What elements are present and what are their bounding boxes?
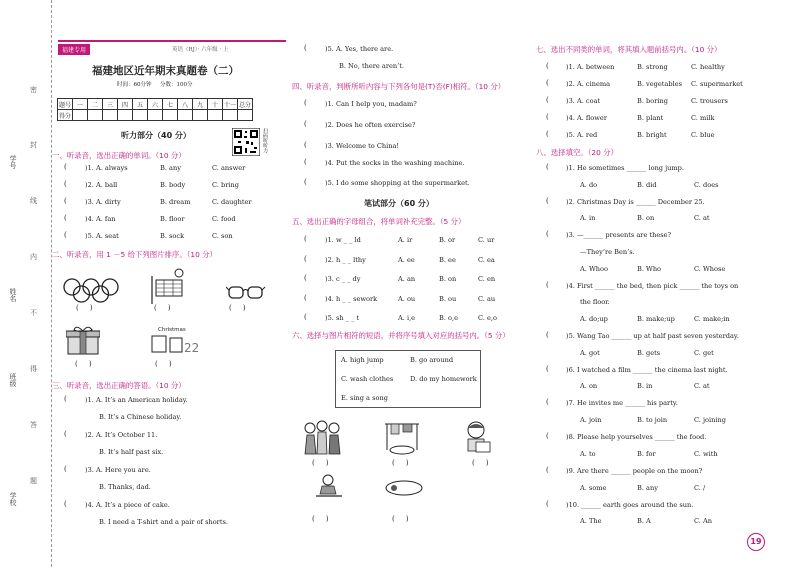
option-b: B. o,e [439, 314, 459, 322]
answer-bracket[interactable]: ( [64, 180, 67, 188]
score-cell[interactable] [208, 110, 223, 121]
seal-char: 内 [30, 253, 37, 261]
section-2-title: 二、听录音，用 1 －5 给下列图片排序。（10 分） [52, 250, 217, 259]
option-a: A. got [580, 349, 600, 357]
option-b: B. or [439, 236, 456, 244]
list-item: )1. A. between [566, 63, 615, 71]
score-row-label: 得分 [58, 110, 73, 121]
answer-bracket[interactable]: ( ) [229, 304, 246, 312]
option-b: B. plant [637, 114, 664, 122]
answer-bracket[interactable]: ( [546, 130, 549, 138]
list-item: )5. A. seat [85, 232, 119, 240]
side-label-student-id: 学号 [9, 155, 17, 169]
answer-bracket[interactable]: ( [546, 466, 549, 474]
side-label-school: 学校 [9, 492, 17, 506]
answer-bracket[interactable]: ( ) [154, 304, 171, 312]
option-b: B. any [637, 484, 658, 492]
christmas-label: Christmas [158, 327, 186, 333]
answer-bracket[interactable]: ( ) [76, 304, 93, 312]
answer-bracket[interactable]: ( [304, 274, 307, 282]
score-header-cell: 七 [163, 99, 178, 110]
answer-bracket[interactable]: ( ) [75, 360, 92, 368]
option-a: A. join [580, 416, 602, 424]
list-item: )7. He invites me ______ his party. [566, 399, 678, 407]
option-c: C. at [694, 214, 710, 222]
score-header-cell: 六 [148, 99, 163, 110]
answer-bracket[interactable]: ( [546, 365, 549, 373]
list-item: )1. Can I help you, madam? [325, 100, 417, 108]
option-b: B. sock [160, 232, 185, 240]
answer-bracket[interactable]: ( [304, 294, 307, 302]
answer-bracket[interactable]: ( ) [392, 515, 409, 523]
answer-bracket[interactable]: ( [304, 120, 307, 128]
answer-bracket[interactable]: ( [304, 178, 307, 186]
option-c: C. at [694, 382, 710, 390]
score-header-cell: 四 [118, 99, 133, 110]
answer-bracket[interactable]: ( [64, 430, 67, 438]
option-c: C. Whose [694, 265, 726, 273]
answer-bracket[interactable]: ( [64, 163, 67, 171]
listening-header: 听力部分（40 分） [121, 131, 191, 140]
seal-char: 答 [30, 421, 37, 429]
list-item: )1. A. always [85, 164, 128, 172]
option-b: B. bright [637, 131, 667, 139]
edition-tag: 福建专用 [58, 44, 90, 55]
list-item: )2. A. cinema [566, 80, 611, 88]
list-item: B. Thanks, dad. [99, 483, 151, 491]
page-number: 19 [747, 533, 765, 551]
option-b: B. on [637, 214, 655, 222]
section-3-title: 三、听录音，选出正确的答语。（10 分） [52, 381, 186, 390]
option-c: C. get [694, 349, 714, 357]
list-item: )4. A. fan [85, 215, 116, 223]
score-cell[interactable] [238, 110, 253, 121]
list-item: )4. h _ _ sework [325, 295, 378, 303]
answer-bracket[interactable]: ( [546, 113, 549, 121]
date-card-picture [150, 334, 200, 356]
answer-bracket[interactable]: ( [304, 44, 307, 52]
option-b: B. body [160, 181, 186, 189]
option-c: C. / [694, 484, 706, 492]
answer-bracket[interactable]: ( [304, 235, 307, 243]
list-item: B. It’s half past six. [99, 448, 164, 456]
score-cell[interactable] [178, 110, 193, 121]
score-cell[interactable] [193, 110, 208, 121]
score-cell[interactable] [103, 110, 118, 121]
option-b: B. dream [160, 198, 191, 206]
option-b: B. make;up [637, 315, 675, 323]
option-b: B. to join [637, 416, 668, 424]
list-item: )4. A. flower [566, 114, 607, 122]
list-item: )2. Does he often exercise? [325, 121, 416, 129]
answer-bracket[interactable]: ( [546, 281, 549, 289]
section-5-title: 五、选出正确的字母组合，将单词补充完整。（5 分） [292, 217, 466, 226]
option-b: B. floor [160, 215, 185, 223]
header-rule [58, 40, 286, 42]
option-c: C. ea [478, 256, 495, 264]
list-item: )5. Wang Tao ______ up at half past seven yesterday. [566, 332, 739, 340]
option-c: C. trousers [691, 97, 728, 105]
answer-bracket[interactable]: ( [304, 255, 307, 263]
option-b: B. in [637, 382, 653, 390]
option-b: B. on [439, 275, 457, 283]
option-a: A. an [398, 275, 416, 283]
option-c: C. make;in [694, 315, 730, 323]
answer-bracket[interactable]: ( ) [392, 459, 409, 467]
score-header-cell: 五 [133, 99, 148, 110]
option-b: B. boring [637, 97, 668, 105]
svg-text:22: 22 [184, 341, 200, 355]
phrase-option: C. wash clothes [341, 375, 394, 383]
option-a: A. i,e [398, 314, 416, 322]
score-header-cell: 一 [73, 99, 88, 110]
score-header-cell: 二 [88, 99, 103, 110]
option-c: C. blue [691, 131, 715, 139]
phrase-option: A. high jump [341, 356, 384, 364]
binding-margin [0, 0, 52, 567]
basketball-hoop-picture [146, 266, 186, 306]
answer-bracket[interactable]: ( [546, 96, 549, 104]
option-b: B. Who [637, 265, 662, 273]
list-item: )1. He sometimes ______ long jump. [566, 164, 684, 172]
list-item: )3. A. coat [566, 97, 601, 105]
option-a: A. in [580, 214, 596, 222]
list-item: )1. A. It’s an American holiday. [85, 396, 188, 404]
list-item: )1. w _ _ ld [325, 236, 361, 244]
answer-bracket[interactable]: ( [546, 62, 549, 70]
answer-bracket[interactable]: ( [64, 395, 67, 403]
list-item: )2. Christmas Day is ______ December 25. [566, 198, 705, 206]
score-cell[interactable] [133, 110, 148, 121]
list-item: )4. First ______ the bed, then pick ______ the toys on [566, 282, 739, 290]
list-item: )2. h _ _ lthy [325, 256, 366, 264]
child-reading-picture [462, 420, 496, 456]
option-b: B. ee [439, 256, 456, 264]
answer-bracket[interactable]: ( [304, 158, 307, 166]
side-label-name: 姓名 [9, 288, 17, 302]
exam-score: 分数：100分 [160, 82, 193, 88]
option-c: C. au [478, 295, 496, 303]
score-header-cell: 九 [193, 99, 208, 110]
answer-bracket[interactable]: ( ) [312, 459, 329, 467]
score-cell[interactable] [163, 110, 178, 121]
list-item: )8. Please help yourselves ______ the food. [566, 433, 707, 441]
option-c: C. joining [694, 416, 726, 424]
option-c: C. food [212, 215, 236, 223]
list-item: )10. ______ earth goes around the sun. [566, 501, 694, 509]
list-item: )5. sh _ _ t [325, 314, 360, 322]
exam-time: 时间：60分钟 [117, 82, 152, 88]
list-item: )4. Put the socks in the washing machine. [325, 159, 465, 167]
answer-bracket[interactable]: ( ) [472, 459, 489, 467]
score-header-cell: 十 [208, 99, 223, 110]
option-c: C. milk [691, 114, 715, 122]
list-item: )3. c _ _ dy [325, 275, 361, 283]
option-c: C. son [212, 232, 233, 240]
seal-char: 得 [30, 365, 37, 373]
answer-bracket[interactable]: ( [546, 398, 549, 406]
phrase-option: B. go around [410, 356, 454, 364]
seal-char: 不 [30, 309, 37, 317]
option-b: B. gets [637, 349, 661, 357]
qr-label: 扫码听听力 [262, 128, 268, 153]
option-a: A. to [580, 450, 596, 458]
score-header-cell: 十一 [223, 99, 238, 110]
list-item: B. No, there aren’t. [339, 62, 404, 70]
option-c: C. bring [212, 181, 239, 189]
list-item: )2. A. It’s October 11. [85, 431, 158, 439]
score-cell[interactable] [223, 110, 238, 121]
list-item: )2. A. ball [85, 181, 118, 189]
list-item: )5. I do some shopping at the supermarket. [325, 179, 470, 187]
score-cell[interactable] [88, 110, 103, 121]
score-header-cell: 八 [178, 99, 193, 110]
answer-bracket[interactable]: ( [304, 99, 307, 107]
list-item: )3. Welcome to China! [325, 142, 400, 150]
option-a: A. on [580, 382, 598, 390]
subject-line: 英语（RJ）· 六年级 · 上 [172, 47, 229, 53]
answer-bracket[interactable]: ( [546, 197, 549, 205]
option-a: A. do;up [580, 315, 608, 323]
answer-bracket[interactable]: ( [546, 230, 549, 238]
list-item: the floor. [580, 298, 610, 306]
option-b: B. A [637, 517, 651, 525]
seal-char: 题 [30, 477, 37, 485]
list-item: )3. A. dirty [85, 198, 121, 206]
answer-bracket[interactable]: ( [546, 331, 549, 339]
page-title: 福建地区近年期末真题卷（二） [92, 65, 239, 77]
list-item: )5. A. Yes, there are. [325, 45, 394, 53]
section-4-title: 四、听录音，判断所听内容与下列各句是(T)否(F)相符。（10 分） [292, 82, 506, 91]
option-b: B. any [160, 164, 181, 172]
option-c: C. with [694, 450, 718, 458]
washing-clothes-picture [383, 420, 421, 456]
answer-bracket[interactable]: ( [546, 500, 549, 508]
answer-bracket[interactable]: ( [546, 432, 549, 440]
score-cell[interactable] [73, 110, 88, 121]
option-a: A. ou [398, 295, 416, 303]
people-singing-picture [302, 420, 342, 456]
olympic-rings-picture [62, 277, 120, 303]
score-header-cell: 题号 [58, 99, 73, 110]
answer-bracket[interactable]: ( [64, 214, 67, 222]
seal-char: 封 [30, 141, 37, 149]
answer-bracket[interactable]: ( ) [155, 360, 172, 368]
glasses-picture [226, 282, 266, 302]
written-header: 笔试部分（60 分） [364, 199, 434, 208]
child-homework-picture [316, 474, 342, 500]
option-c: C. supermarket [691, 80, 743, 88]
list-item: B. I need a T-shirt and a pair of shorts. [99, 518, 228, 526]
option-b: B. ou [439, 295, 457, 303]
option-b: B. strong [637, 63, 668, 71]
qr-code-icon[interactable] [232, 128, 260, 156]
section-8-title: 八、选择填空。（20 分） [536, 148, 618, 157]
option-a: A. The [580, 517, 602, 525]
answer-bracket[interactable]: ( [64, 465, 67, 473]
section-6-title: 六、选择与图片相符的短语，并将序号填入对应的括号内。（5 分） [292, 331, 510, 340]
option-b: B. did [637, 181, 657, 189]
answer-bracket[interactable]: ( [64, 197, 67, 205]
list-item: )9. Are there ______ people on the moon? [566, 467, 703, 475]
phrase-option: E. sing a song [341, 394, 388, 402]
list-item: )5. A. red [566, 131, 598, 139]
section-1-title: 一、听录音，选出正确的单词。（10 分） [52, 151, 186, 160]
answer-bracket[interactable]: ( [546, 163, 549, 171]
answer-bracket[interactable]: ( [64, 500, 67, 508]
list-item: )6. I watched a film ______ the cinema last night. [566, 366, 728, 374]
score-cell[interactable] [118, 110, 133, 121]
gift-box-picture [66, 326, 100, 356]
answer-bracket[interactable]: ( [304, 313, 307, 321]
answer-bracket[interactable]: ( [64, 231, 67, 239]
answer-bracket[interactable]: ( ) [312, 515, 329, 523]
option-b: B. for [637, 450, 656, 458]
option-c: C. does [694, 181, 719, 189]
option-a: A. do [580, 181, 598, 189]
score-table [57, 98, 253, 121]
option-a: A. some [580, 484, 607, 492]
option-a: A. Whoo [580, 265, 608, 273]
option-c: C. healthy [691, 63, 725, 71]
planet-orbit-picture [384, 478, 424, 498]
answer-bracket[interactable]: ( [304, 141, 307, 149]
option-c: C. An [694, 517, 713, 525]
option-b: B. vegetables [637, 80, 682, 88]
seal-char: 线 [30, 197, 37, 205]
score-header-cell: 三 [103, 99, 118, 110]
list-item: )3. —______ presents are these? [566, 231, 672, 239]
option-c: C. en [478, 275, 496, 283]
option-a: A. ee [398, 256, 415, 264]
section-7-title: 七、选出不同类的单词，将其填入题前括号内。（10 分） [536, 45, 722, 54]
score-header-cell: 总分 [238, 99, 253, 110]
list-item: B. It’s a Chinese holiday. [99, 413, 182, 421]
phrase-option: D. do my homework [410, 375, 477, 383]
option-c: C. answer [212, 164, 246, 172]
list-item: )4. A. It’s a piece of cake. [85, 501, 170, 509]
option-c: C. ur [478, 236, 495, 244]
list-item: —They’re Ben’s. [580, 248, 635, 256]
option-c: C. e,o [478, 314, 497, 322]
seal-char: 密 [30, 86, 37, 94]
list-item: )3. A. Here you are. [85, 466, 151, 474]
score-cell[interactable] [148, 110, 163, 121]
option-a: A. ir [398, 236, 413, 244]
option-c: C. daughter [212, 198, 252, 206]
side-label-class: 班级 [9, 373, 17, 387]
answer-bracket[interactable]: ( [546, 79, 549, 87]
